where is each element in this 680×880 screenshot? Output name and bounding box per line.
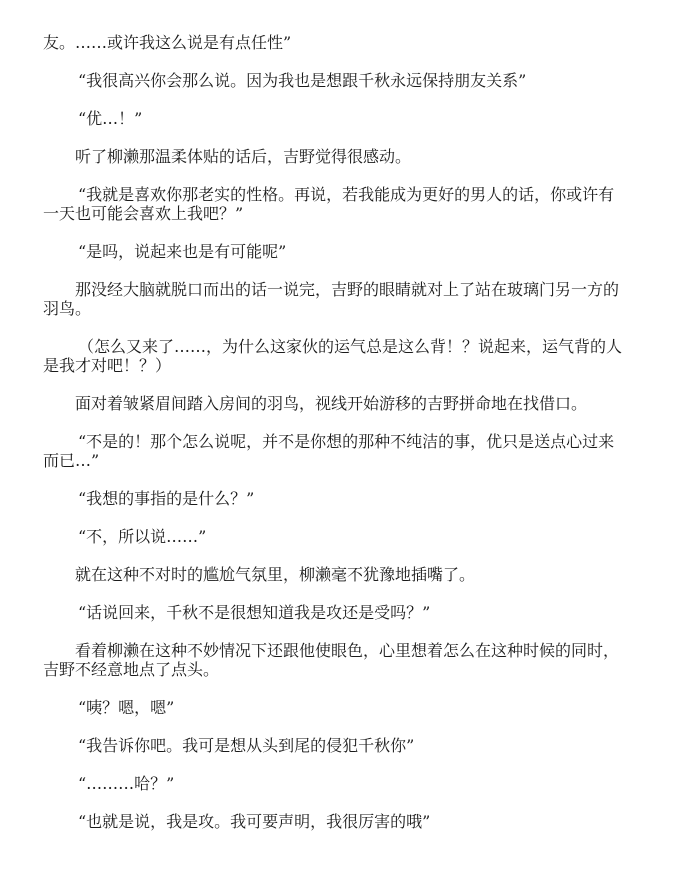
paragraph (43, 71, 643, 90)
text-line: 吉野不经意地点了点头。 (43, 660, 220, 679)
text-line: “咦？嗯，嗯” (78, 698, 175, 717)
paragraph (43, 337, 643, 375)
paragraph (43, 641, 643, 679)
text-line: “我就是喜欢你那老实的性格。再说，若我能成为更好的男人的话，你或许有 (78, 185, 615, 204)
text-line: “我很高兴你会那么说。因为我也是想跟千秋永远保持朋友关系” (78, 71, 527, 90)
paragraph (43, 147, 643, 166)
paragraph (43, 603, 643, 622)
paragraph (43, 109, 643, 128)
paragraph (43, 774, 643, 793)
text-line: 那没经大脑就脱口而出的话一说完，吉野的眼睛就对上了站在玻璃门另一方的 (75, 280, 620, 299)
text-line: “话说回来，千秋不是很想知道我是攻还是受吗？” (78, 603, 431, 622)
text-line: “是吗，说起来也是有可能呢” (78, 242, 287, 261)
paragraph (43, 33, 643, 52)
text-line: 友。……或许我这么说是有点任性” (43, 33, 292, 52)
text-line: 羽鸟。 (43, 299, 92, 318)
text-line: 是我才对吧！？） (43, 356, 172, 375)
text-line: “………哈？” (78, 774, 175, 793)
paragraph (43, 394, 643, 413)
text-line: “不，所以说……” (78, 527, 207, 546)
paragraph (43, 432, 643, 470)
paragraph (43, 185, 643, 223)
text-line: 一天也可能会喜欢上我吧？” (43, 204, 244, 223)
text-line: “不是的！那个怎么说呢，并不是你想的那种不纯洁的事，优只是送点心过来 (78, 432, 615, 451)
text-line: “也就是说，我是攻。我可要声明，我很厉害的哦” (78, 812, 431, 831)
paragraph (43, 242, 643, 261)
text-line: 就在这种不对时的尴尬气氛里，柳濑毫不犹豫地插嘴了。 (75, 565, 476, 584)
text-line: “我想的事指的是什么？” (78, 489, 255, 508)
paragraph (43, 698, 643, 717)
paragraph (43, 527, 643, 546)
paragraph (43, 812, 643, 831)
text-line: “我告诉你吧。我可是想从头到尾的侵犯千秋你” (78, 736, 415, 755)
text-line: 听了柳濑那温柔体贴的话后，吉野觉得很感动。 (75, 147, 412, 166)
text-line: 看着柳濑在这种不妙情况下还跟他使眼色，心里想着怎么在这种时候的同时， (75, 641, 620, 660)
text-line: （怎么又来了……，为什么这家伙的运气总是这么背！？说起来，运气背的人 (78, 337, 623, 356)
paragraph (43, 280, 643, 318)
text-line: 而已…” (43, 451, 100, 470)
text-line: “优…！” (78, 109, 143, 128)
document-page (43, 33, 643, 850)
paragraph (43, 489, 643, 508)
text-line: 面对着皱紧眉间踏入房间的羽鸟，视线开始游移的吉野拼命地在找借口。 (75, 394, 588, 413)
paragraph (43, 565, 643, 584)
paragraph (43, 736, 643, 755)
